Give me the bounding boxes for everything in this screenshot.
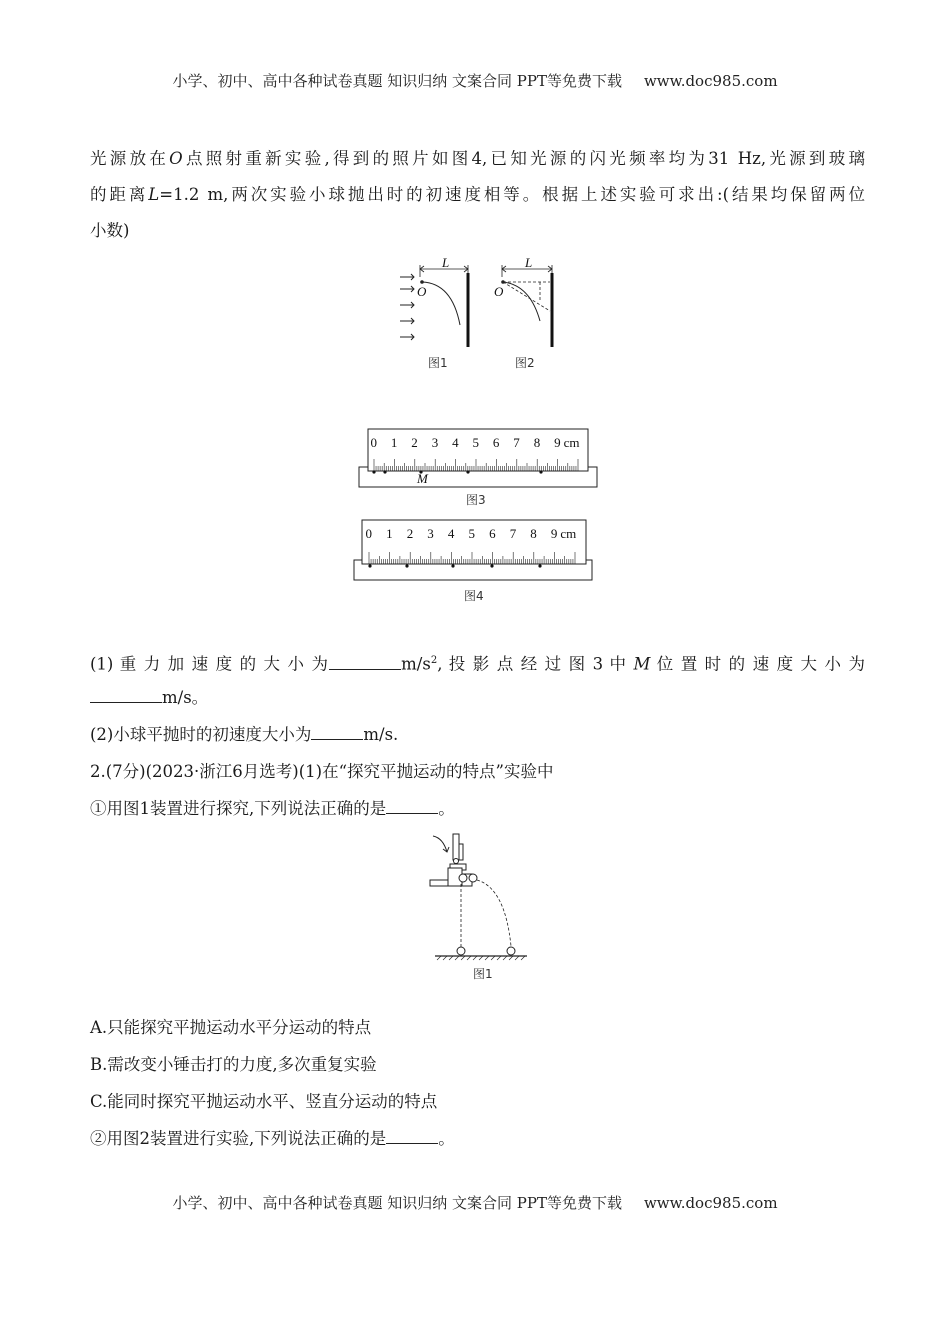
ruler-number: 0: [365, 526, 372, 541]
answer-blank-sub1[interactable]: [386, 795, 438, 814]
option-b[interactable]: B.需改变小锤击打的力度,多次重复实验: [90, 1055, 377, 1074]
ruler-number: 4: [452, 435, 459, 450]
intro-line-3: 小数): [90, 221, 130, 240]
ruler-number: 3: [427, 526, 434, 541]
answer-blank-v0[interactable]: [311, 721, 363, 740]
ruler-number: 7: [513, 435, 520, 450]
ruler-number: 8: [533, 435, 541, 450]
page-header: [0, 70, 950, 91]
figure-4: [352, 516, 602, 606]
option-a[interactable]: A.只能探究平抛运动水平分运动的特点: [90, 1018, 372, 1037]
ruler-unit: cm: [563, 435, 580, 450]
ruler-number: 9: [550, 526, 558, 541]
figure-2-caption: 图2: [515, 356, 535, 370]
ruler-number: 5: [472, 435, 479, 450]
ruler-number: 6: [492, 435, 500, 450]
figure-3: [355, 425, 605, 510]
fig1-trajectory: [422, 282, 460, 325]
ruler-number: 3: [431, 435, 439, 450]
fig1-label-O: O: [417, 284, 427, 299]
ball-a: [459, 874, 467, 882]
figure-4-caption: 图4: [464, 589, 484, 603]
ruler-number: 8: [530, 526, 537, 541]
figure-3-caption: 图3: [466, 493, 486, 507]
apparatus-figure: [425, 828, 535, 988]
hammer: [453, 834, 459, 860]
light-arrows: [400, 274, 414, 340]
problem-2-sub-1: ①用图1装置进行探究,下列说法正确的是 。: [90, 790, 865, 827]
fig1-label-L: L: [442, 255, 450, 270]
intro-line-1: 光源放在O点照射重新实验,得到的照片如图4,已知光源的闪光频率均为31 Hz,光源到玻璃: [90, 149, 866, 168]
footer-text: 小学、初中、高中各种试卷真题 知识归纳 文案合同 PPT等免费下载: [172, 1194, 622, 1212]
footer-url[interactable]: www.doc985.com: [643, 1194, 778, 1212]
ruler-unit: cm: [560, 526, 577, 541]
problem-2-sub-2: ②用图2装置进行实验,下列说法正确的是 。: [90, 1120, 865, 1157]
ruler-number: 7: [509, 526, 517, 541]
question-2: (2)小球平抛时的初速度大小为 m/s.: [90, 716, 865, 753]
ruler-number: 2: [406, 526, 414, 541]
figure-1-caption: 图1: [428, 356, 448, 370]
fig2-label-O: O: [494, 284, 504, 299]
header-text: 小学、初中、高中各种试卷真题 知识归纳 文案合同 PPT等免费下载: [172, 72, 622, 90]
question-1-line-1: (1) 重 力 加 速 度 的 大 小 为 $m/s^2$, 投 影 点 经 过 图 3 中 M 位 置 时 的 速 度 大 小 为: [90, 642, 865, 683]
ruler-number: 5: [468, 526, 475, 541]
answer-blank-sub2[interactable]: [386, 1125, 438, 1144]
answer-blank-g[interactable]: [329, 651, 401, 670]
apparatus-caption: 图1: [473, 967, 493, 981]
ruler-number: 1: [390, 435, 398, 450]
page-footer: [0, 1192, 950, 1213]
ruler-number: 2: [411, 435, 418, 450]
question-1-line-2: m/s。: [90, 679, 865, 716]
figure-1-2: [390, 255, 570, 380]
problem-2-title: 2.(7分)(2023·浙江6月选考)(1)在“探究平抛运动的特点”实验中: [90, 762, 554, 781]
answer-blank-velocity-M[interactable]: [90, 684, 162, 703]
intro-line-2: 的距离L=1.2 m,两次实验小球抛出时的初速度相等。根据上述实验可求出:(结果均保留两位: [90, 185, 866, 204]
option-c[interactable]: C.能同时探究平抛运动水平、竖直分运动的特点: [90, 1092, 438, 1111]
fig2-label-L: L: [525, 255, 533, 270]
ruler-3-label-M: M: [417, 471, 428, 486]
ruler-number: 0: [370, 435, 377, 450]
header-url[interactable]: www.doc985.com: [643, 72, 778, 90]
ball-b: [469, 874, 477, 882]
ruler-number: 9: [554, 435, 561, 450]
ruler-number: 1: [386, 526, 393, 541]
ruler-number: 6: [489, 526, 496, 541]
ruler-number: 4: [447, 526, 455, 541]
